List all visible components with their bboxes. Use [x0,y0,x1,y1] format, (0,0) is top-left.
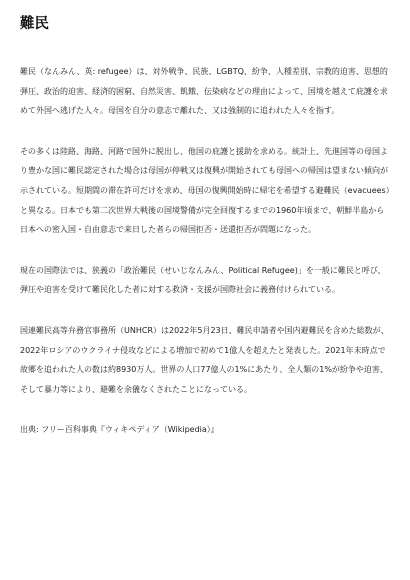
document-page [20,14,392,461]
paragraph-definition: 難民（なんみん、英: refugee）は、対外戦争、民族、LGBTQ、紛争、人種差別、宗教的迫害、思想的弾圧、政治的迫害、経済的困窮、自然災害、飢餓、伝染病などの理由によって、国境を越えて庇護を求めて外国へ逃げた人々。母国を自分の意志で離れた、又は強制的に追われた人々を指す。 [20,67,388,116]
paragraph-unhcr-statistics: 国連難民高等弁務官事務所（UNHCR）は2022年5月23日、難民申請者や国内避難民を含めた総数が、2022年ロシアのウクライナ侵攻などによる増加で初めて1億人を超えたと発表した。2021年末時点で故郷を追われた人の数は約8930万人。世界の人口77億人の1%にあたり、全人類の1%が紛争や迫害、そして暴力等により、避難を余儀なくされたことになっている。 [20,325,389,394]
paragraph-flight-and-asylum: その多くは陸路、海路、河路で国外に脱出し、他国の庇護と援助を求める。統計上、先進国等の母国より豊かな国に難民認定された場合は母国が停戦又は復興が開始されても母国への帰国は望まない傾向が示されている。短期間の滞在許可だけを求め、母国の復興開始時に帰宅を希望する避難民（evacuees）と異なる。日本でも第二次世界大戦後の国境警備が完全回復するまでの1960年頃まで、朝鮮半島から日本への密入国・自由意志で来日した者らの帰国拒否・送還拒否が問題になった。 [20,146,390,235]
paragraph-international-law: 現在の国際法では、狭義の「政治難民（せいじなんみん、Political Refugee)」を一般に難民と呼び、弾圧や迫害を受けて難民化した者に対する救済・支援が国際社会に義務付けられている。 [20,265,386,295]
source-citation: 出典: フリー百科事典『ウィキペディア（Wikipedia）』 [20,425,219,435]
page-title: 難民 [20,16,49,32]
